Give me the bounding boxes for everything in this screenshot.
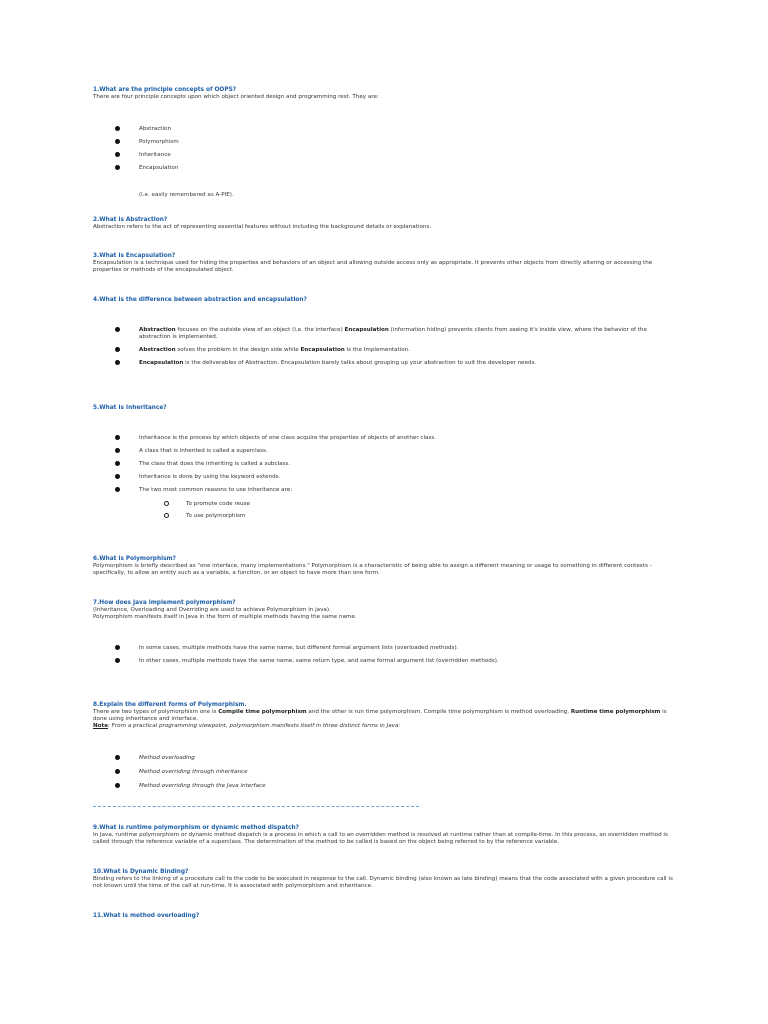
list-q4 [113, 327, 673, 367]
bullet-icon [115, 474, 120, 479]
list-item: Inheritance [113, 152, 673, 159]
section-q9 [93, 825, 678, 846]
list-item: To use polymorphism [162, 513, 722, 520]
answer-text: There are four principle concepts upon which object oriented design and programming rest. They are: [93, 94, 379, 101]
question-heading: 4.What is the difference between abstraction and encapsulation? [93, 297, 307, 303]
list-item: A class that is inherited is called a superclass. [113, 448, 673, 455]
question-heading: 11.What is method overloading? [93, 913, 200, 919]
list-item: Polymorphism [113, 139, 673, 146]
answer-text: There are two types of polymorphism one is Compile time polymorphism and the other is run time polymorphism. Compile time polymorphism is method overloading. Runtime time polymorphism is done using inheritance and interface. [93, 709, 667, 723]
section-q3 [93, 253, 678, 274]
note-text: (i.e. easily remembered as A-PIE). [139, 192, 234, 198]
list-item: In other cases, multiple methods have the same name, same return type, and same formal argument list (overridden methods). [113, 658, 673, 665]
list-item: The class that does the inheriting is called a subclass. [113, 461, 673, 468]
circle-bullet-icon [164, 501, 169, 506]
bullet-icon [115, 435, 120, 440]
section-q6 [93, 556, 678, 577]
bullet-icon [115, 461, 120, 466]
section-q1 [93, 87, 678, 101]
answer-text: Abstraction refers to the act of representing essential features without including the background details or explanations. [93, 224, 432, 231]
list-item: Abstraction [113, 126, 673, 133]
list-item: To promote code reuse [162, 501, 722, 508]
question-heading: 8.Explain the different forms of Polymorphism. [93, 702, 247, 708]
divider [93, 806, 419, 807]
bullet-icon [115, 448, 120, 453]
question-heading: 5.What is Inheritance? [93, 405, 167, 411]
list-item: Abstraction focuses on the outside view of an object (i.e. the interface) Encapsulation (information hiding) prevents clients from seeing it's inside view, where the behavior of the abstraction is implemented. [113, 327, 648, 341]
answer-text: (Inheritance, Overloading and Overriding are used to achieve Polymorphism in java). [93, 607, 331, 614]
bullet-icon [115, 783, 120, 788]
section-q11 [93, 913, 678, 920]
section-q4 [93, 297, 678, 304]
circle-bullet-icon [164, 513, 169, 518]
list-item: Abstraction solves the problem in the design side while Encapsulation is the Implementation. [113, 347, 673, 354]
answer-text: In Java, runtime polymorphism or dynamic method dispatch is a process in which a call to an overridden method is resolved at runtime rather than at compile-time. In this process, an overridden method is called through the reference variable of a superclass. The determination of the method to be called is based on the object being referred to by the reference variable. [93, 832, 668, 846]
section-q7 [93, 600, 678, 621]
question-heading: 7.How does Java implement polymorphism? [93, 600, 236, 606]
question-heading: 2.What is Abstraction? [93, 217, 168, 223]
list-item: Encapsulation [113, 165, 673, 172]
bullet-icon [115, 487, 120, 492]
answer-text: Encapsulation is a technique used for hiding the properties and behaviors of an object and allowing outside access only as appropriate. It prevents other objects from directly altering or accessing the properties or methods of the encapsulated object. [93, 260, 653, 274]
list-item: Method overloading [113, 755, 673, 762]
list-item: The two most common reasons to use inheritance are: [113, 487, 673, 494]
bullet-icon [115, 755, 120, 760]
section-q2 [93, 217, 678, 231]
bullet-icon [115, 769, 120, 774]
answer-text: Polymorphism manifests itself in Java in the form of multiple methods having the same name. [93, 614, 357, 621]
section-q10 [93, 869, 678, 890]
bullet-icon [115, 658, 120, 663]
question-heading: 6.What is Polymorphism? [93, 556, 176, 562]
list-item: Inheritance is the process by which objects of one class acquire the properties of objects of another class. [113, 435, 673, 442]
bullet-icon [115, 152, 120, 157]
bullet-icon [115, 126, 120, 131]
section-q5 [93, 405, 678, 412]
bullet-icon [115, 360, 120, 365]
list-q5 [113, 435, 673, 496]
question-heading: 9.What is runtime polymorphism or dynamic method dispatch? [93, 825, 300, 831]
list-q8 [113, 755, 673, 790]
list-q7 [113, 645, 673, 665]
list-item: Encapsulation is the deliverables of Abstraction. Encapsulation barely talks about grouping up your abstraction to suit the developer needs. [113, 360, 673, 367]
bullet-icon [115, 645, 120, 650]
question-heading: 10.What is Dynamic Binding? [93, 869, 189, 875]
list-item: In some cases, multiple methods have the same name, but different formal argument lists (overloaded methods). [113, 645, 673, 652]
question-heading: 3.What is Encapsulation? [93, 253, 176, 259]
section-q8 [93, 702, 678, 730]
bullet-icon [115, 327, 120, 332]
bullet-icon [115, 165, 120, 170]
list-item: Inheritance is done by using the keyword extends. [113, 474, 673, 481]
list-q1 [113, 126, 673, 172]
bullet-icon [115, 347, 120, 352]
list-item: Method overriding through the Java interface [113, 783, 673, 790]
answer-text: Polymorphism is briefly described as "one interface, many implementations." Polymorphism is a characteristic of being able to assign a different meaning or usage to something in different contexts - specifically, to allow an entity such as a variable, a function, or an object to have more than one form. [93, 563, 652, 577]
answer-text: Binding refers to the linking of a procedure call to the code to be executed in response to the call. Dynamic binding (also known as late binding) means that the code associated with a given procedure call is not known until the time of the call at run-time. It is associated with polymorphism and inheritance. [93, 876, 673, 890]
sublist-q5 [162, 501, 722, 520]
bullet-icon [115, 139, 120, 144]
list-item: Method overriding through inheritance [113, 769, 673, 776]
question-heading: 1.What are the principle concepts of OOPS? [93, 87, 237, 93]
note-line: Note: From a practical programming viewpoint, polymorphism manifests itself in three distinct forms in Java: [93, 723, 401, 730]
